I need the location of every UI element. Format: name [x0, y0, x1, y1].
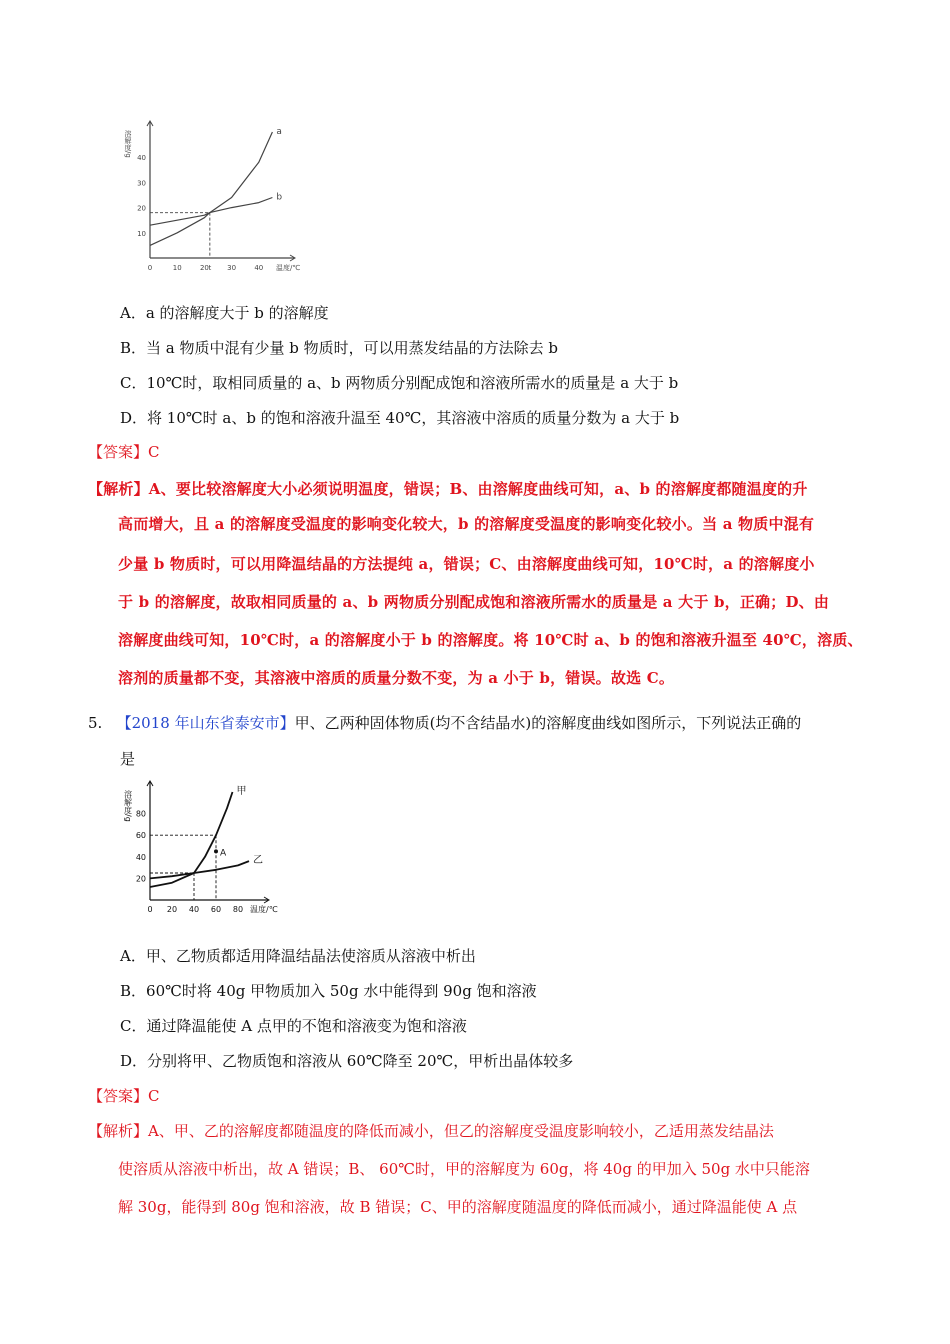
x-tick-label: 20	[166, 905, 178, 914]
series-line-a	[150, 132, 272, 245]
q4-option-c: C．10℃时，取相同质量的 a、b 两物质分别配成饱和溶液所需水的质量是 a 大于 b	[120, 374, 679, 392]
q4-explanation-line: 少量 b 物质时，可以用降温结晶的方法提纯 a，错误；C、由溶解度曲线可知，10℃时，a 的溶解度小	[118, 555, 815, 573]
q5-option-c: C．通过降温能使 A 点甲的不饱和溶液变为饱和溶液	[120, 1017, 467, 1035]
point-a-label: A	[220, 848, 227, 859]
x-tick-label: 80	[232, 905, 244, 914]
x-tick-label: 0	[147, 905, 153, 914]
y-tick-label: 10	[137, 229, 146, 238]
q4-option-a: A．a 的溶解度大于 b 的溶解度	[120, 304, 329, 322]
q5-explanation-line: 使溶质从溶液中析出，故 A 错误；B、 60℃时，甲的溶解度为 60g，将 40g 的甲加入 50g 水中只能溶	[118, 1160, 810, 1178]
x-tick-label: 60	[210, 905, 222, 914]
y-tick-label: 40	[137, 154, 146, 163]
x-tick-label: 0	[147, 264, 153, 272]
y-tick-label: 20	[135, 874, 146, 884]
q5-option-d: D．分别将甲、乙物质饱和溶液从 60℃降至 20℃，甲析出晶体较多	[120, 1052, 574, 1070]
q5-stem-continued: 是	[120, 750, 136, 768]
series-label-乙: 乙	[253, 855, 263, 867]
x-tick-label: 20	[199, 264, 209, 272]
point-a-marker	[214, 849, 218, 853]
q4-answer: 【答案】C	[88, 443, 160, 461]
q4-explanation-line: 高而增大，且 a 的溶解度受温度的影响变化较大，b 的溶解度受温度的影响变化较小。当 a 物质中混有	[118, 515, 815, 533]
y-tick-label: 20	[137, 204, 146, 213]
x-axis-label: 温度/℃	[276, 264, 301, 272]
series-label-a: a	[276, 127, 282, 137]
y-axis-label: 溶解度/g	[123, 790, 133, 822]
x-tick-label: 30	[227, 264, 237, 272]
q5-explanation-line: 【解析】A、甲、乙的溶解度都随温度的降低而减小，但乙的溶解度受温度影响较小，乙适用蒸发结晶法	[88, 1122, 774, 1140]
q5-stem-text: 甲、乙两种固体物质(均不含结晶水)的溶解度曲线如图所示，下列说法正确的	[294, 714, 802, 732]
x-axis-label: 温度/℃	[250, 905, 278, 914]
q5-answer: 【答案】C	[88, 1087, 160, 1105]
q5-option-b: B．60℃时将 40g 甲物质加入 50g 水中能得到 90g 饱和溶液	[120, 982, 537, 1000]
y-tick-label: 80	[135, 809, 146, 819]
series-label-b: b	[276, 192, 283, 203]
q5-number: 5.	[88, 714, 103, 732]
q4-explanation-line: 溶剂的质量都不变，其溶液中溶质的质量分数不变，为 a 小于 b，错误。故选 C。	[118, 669, 675, 687]
q4-explanation-line: 溶解度曲线可知，10℃时，a 的溶解度小于 b 的溶解度。将 10℃时 a、b 的饱和溶液升温至 40℃，溶质、	[118, 631, 863, 649]
y-axis-label: 溶解度/g	[124, 130, 132, 158]
x-tick-label: t	[208, 264, 212, 272]
q4-solubility-chart	[118, 112, 318, 277]
x-tick-label: 40	[254, 264, 264, 272]
y-tick-label: 40	[135, 852, 146, 862]
x-tick-label: 10	[172, 264, 182, 272]
series-label-甲: 甲	[236, 786, 247, 797]
q4-explanation-line: 【解析】A、要比较溶解度大小必须说明温度，错误；B、由溶解度曲线可知，a、b 的溶解度都随温度的升	[88, 480, 808, 498]
q5-stem	[88, 712, 801, 734]
y-tick-label: 30	[137, 179, 146, 188]
q4-option-b: B．当 a 物质中混有少量 b 物质时，可以用蒸发结晶的方法除去 b	[120, 339, 559, 357]
q5-solubility-chart	[115, 780, 300, 920]
x-tick-label: 40	[188, 905, 200, 914]
q5-explanation-line: 解 30g，能得到 80g 饱和溶液，故 B 错误；C、甲的溶解度随温度的降低而减小，通过降温能使 A 点	[118, 1198, 798, 1216]
y-tick-label: 60	[135, 831, 146, 841]
q5-option-a: A．甲、乙物质都适用降温结晶法使溶质从溶液中析出	[120, 947, 476, 965]
q5-source: 【2018 年山东省泰安市】	[116, 714, 295, 732]
q4-explanation-line: 于 b 的溶解度，故取相同质量的 a、b 两物质分别配成饱和溶液所需水的质量是 a 大于 b，正确；D、由	[118, 593, 830, 611]
q4-option-d: D．将 10℃时 a、b 的饱和溶液升温至 40℃，其溶液中溶质的质量分数为 a 大于 b	[120, 409, 680, 427]
